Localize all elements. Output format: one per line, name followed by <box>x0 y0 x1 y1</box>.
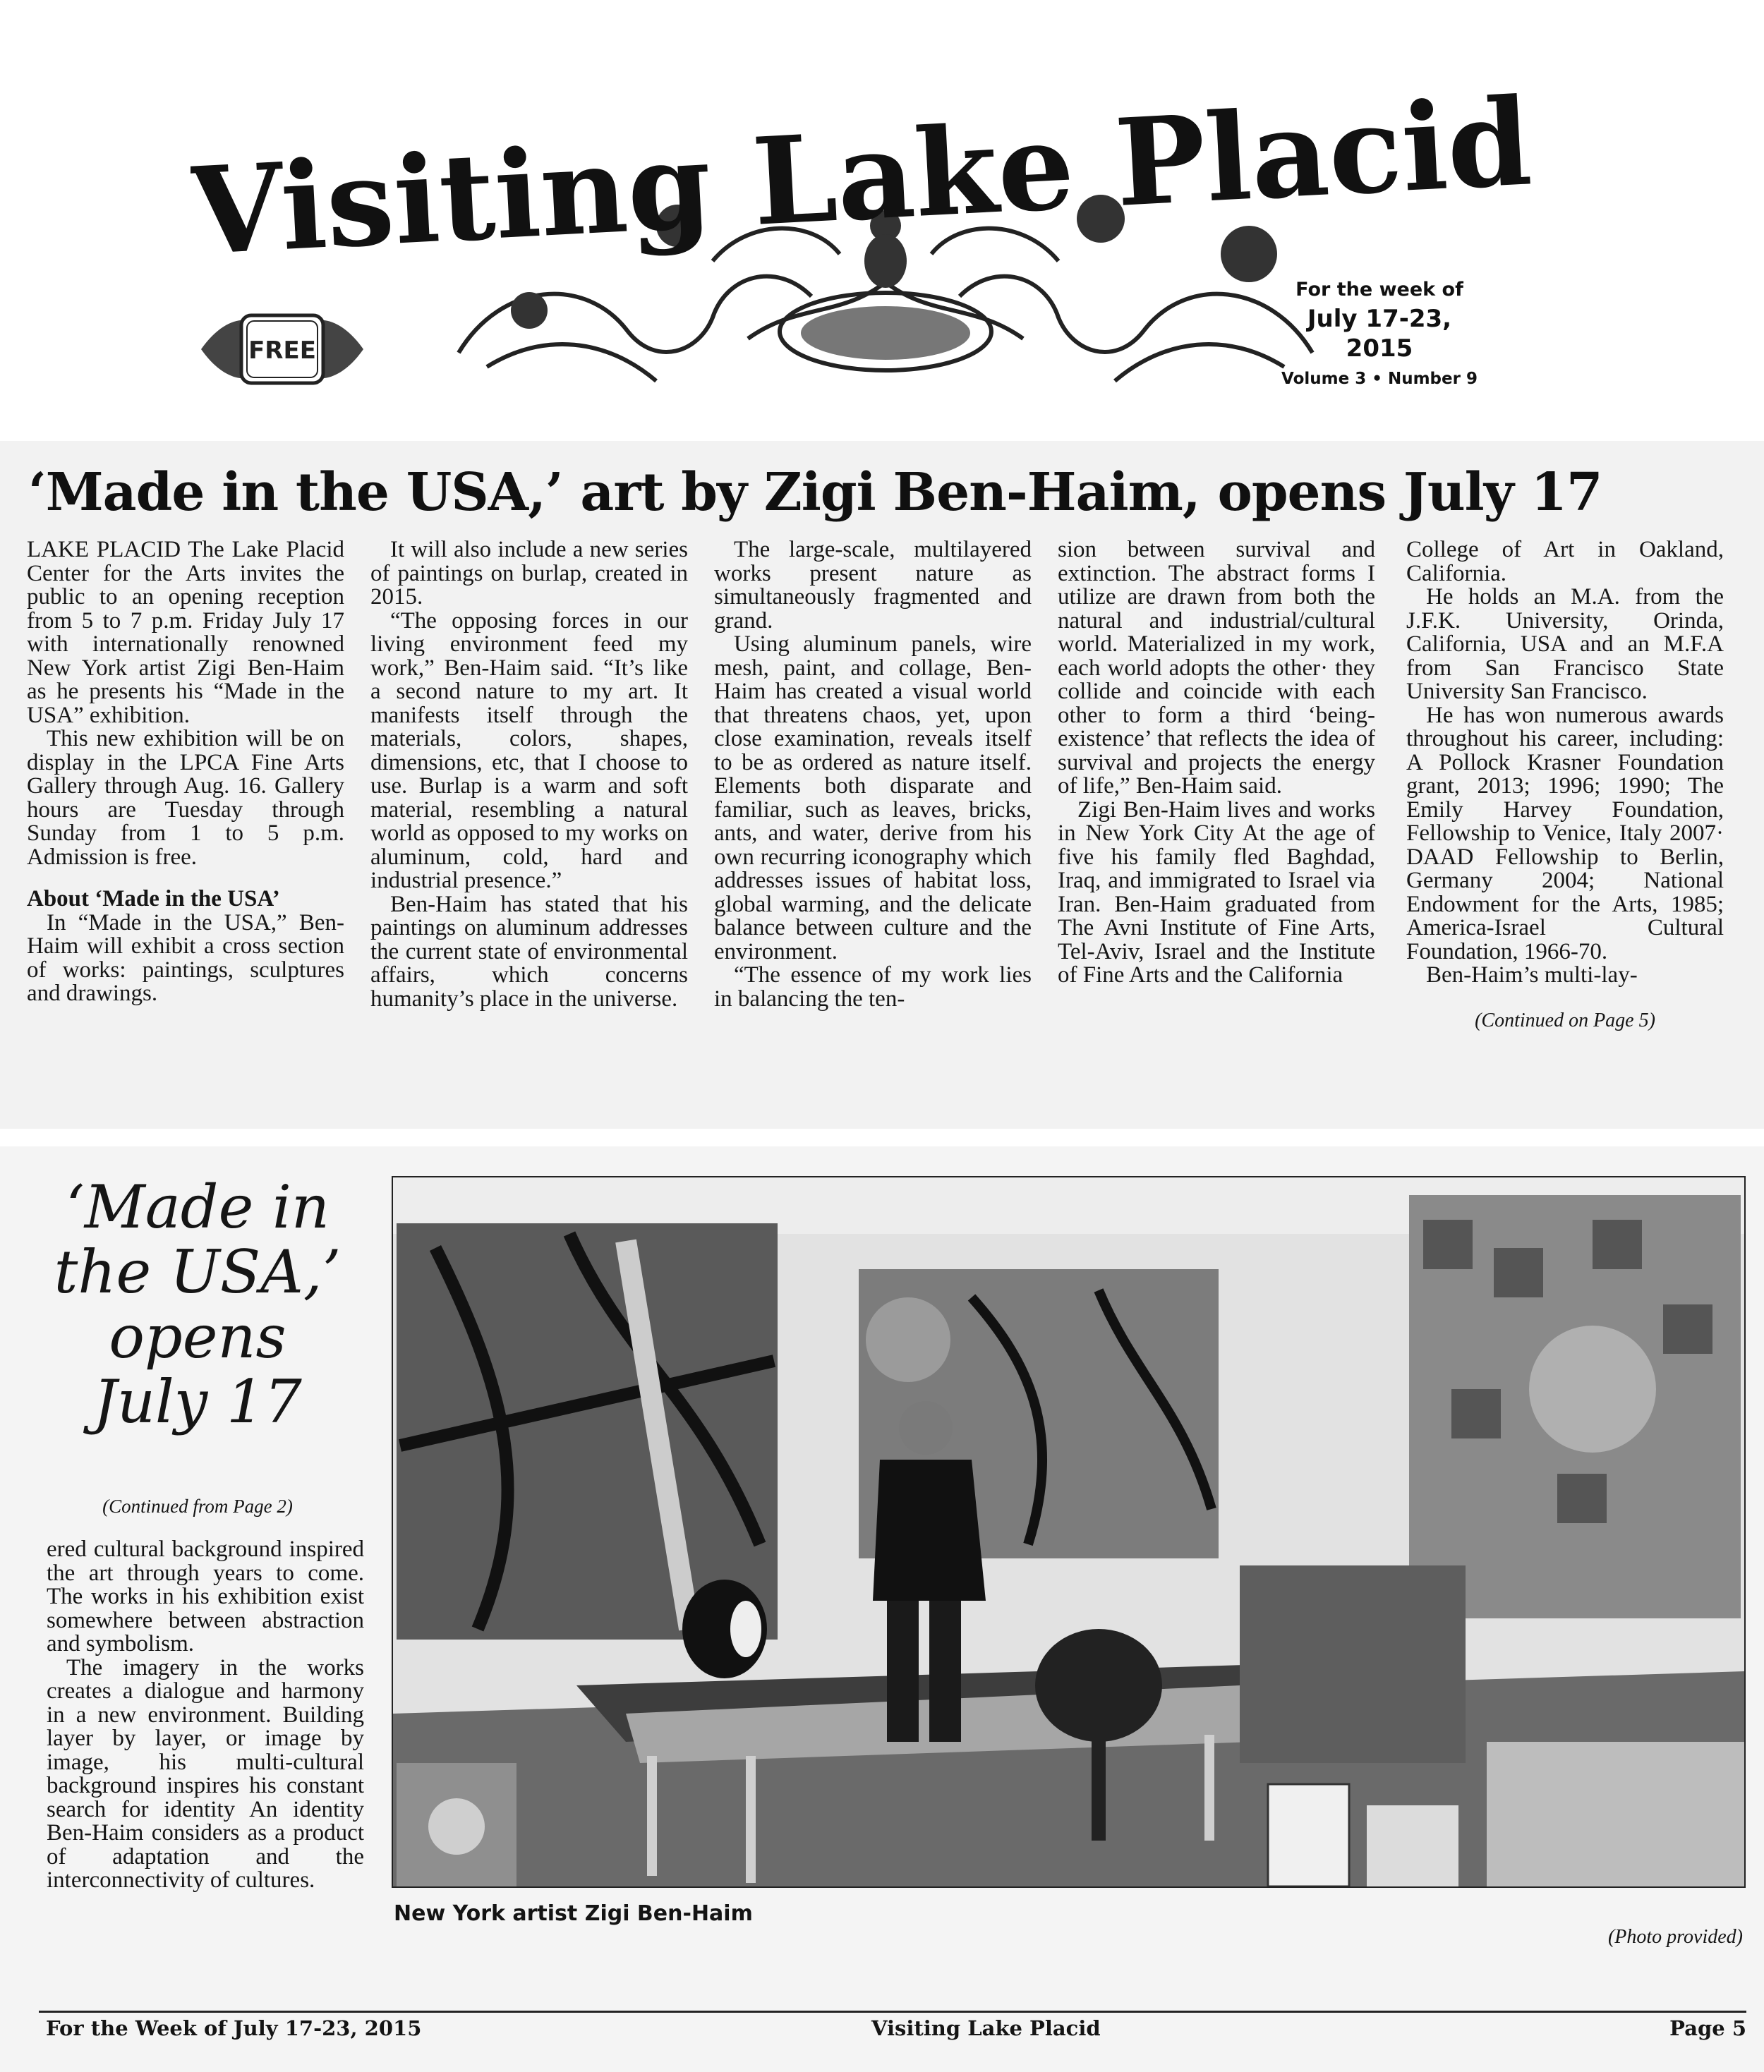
issue-info <box>1263 279 1496 388</box>
paragraph: LAKE PLACID The Lake Placid Center for the Arts invites the public to an opening reception from 5 to 7 p.m. Friday July 17 with internationally renowned New York artist Zigi Ben-Haim as he presents his “Made in the USA” exhibition. <box>27 537 344 728</box>
paragraph: Ben-Haim has stated that his paintings on aluminum addresses the current state of environmental affairs, which concerns humanity’s place in the universe. <box>370 891 688 1012</box>
article-columns <box>27 538 1738 1117</box>
paragraph: Ben-Haim’s multi-lay- <box>1426 962 1638 988</box>
paragraph: In “Made in the USA,” Ben-Haim will exhibit a cross section of works: paintings, sculptures and drawings. <box>27 909 344 1006</box>
paragraph: It will also include a new series of paintings on burlap, created in 2015. <box>370 537 688 610</box>
photo-caption: New York artist Zigi Ben-Haim <box>394 1901 753 1926</box>
sidebar-headline-line: the USA,’ <box>54 1237 342 1307</box>
article-subhead: About ‘Made in the USA’ <box>27 886 280 911</box>
masthead-title-text: Visiting Lake Placid <box>191 71 1531 282</box>
issue-dates: July 17-23, <box>1307 305 1452 333</box>
sidebar-body <box>47 1538 364 1893</box>
article-column-3 <box>714 538 1032 1011</box>
masthead-title <box>191 42 1531 282</box>
paragraph: Zigi Ben-Haim lives and works in New York City At the age of five his family fled Baghdad, Iraq, and immigrated to Israel via Iran. Ben-Haim graduated from The Avni Institute of Fine Arts, Tel-Aviv, Israel and the Institute of Fine Arts and the California <box>1058 796 1375 988</box>
paragraph: Using aluminum panels, wire mesh, paint, and collage, Ben-Haim has created a visual world that threatens chaos, yet, upon close examination, reveals itself to be as ordered as nature itself. Elements both disparate and familiar, such as leaves, bricks, ants, and water, derive from his own recurring iconography which addresses issues of habitat loss, global warming, and the delicate balance between culture and the environment. <box>714 631 1032 964</box>
article-column-1 <box>27 538 344 1006</box>
masthead <box>0 0 1764 437</box>
week-label: For the week of <box>1295 279 1463 301</box>
sidebar-headline-line: opens <box>109 1302 286 1371</box>
article-headline: ‘Made in the USA,’ art by Zigi Ben-Haim, opens July 17 <box>28 462 1602 523</box>
paragraph: This new exhibition will be on display in the LPCA Fine Arts Gallery through Aug. 16. Gallery hours are Tuesday through Sunday from 1 to 5 p.m. Admission is free. <box>27 726 344 870</box>
paragraph: College of Art in Oakland, California. <box>1406 537 1724 586</box>
sidebar-headline-line: July 17 <box>93 1367 302 1436</box>
footer-publication: Visiting Lake Placid <box>871 2016 1101 2040</box>
paragraph: “The essence of my work lies in balancing the ten- <box>714 962 1032 1012</box>
continued-from-note: (Continued from Page 2) <box>102 1496 293 1517</box>
page-footer <box>46 2016 1746 2044</box>
paragraph: The imagery in the works creates a dialogue and harmony in a new environment. Building layer by layer, or image by image, his multi-cultural background inspires his constant search for identity An identity Ben-Haim considers as a product of adaptation and the interconnectivity of cultures. <box>47 1654 364 1893</box>
article-column-4 <box>1058 538 1375 988</box>
paragraph: ered cultural background inspired the art through years to come. The works in his exhibition exist somewhere between abstraction and symbolism. <box>47 1537 364 1656</box>
article-column-2 <box>370 538 688 1011</box>
photo-credit: (Photo provided) <box>1607 1926 1743 1948</box>
sidebar-headline <box>35 1175 360 1434</box>
sidebar-headline-line: ‘Made in <box>66 1173 330 1242</box>
issue-volume: Volume 3 • Number 9 <box>1281 370 1478 388</box>
article-column-5 <box>1406 538 1724 1032</box>
free-badge-text: FREE <box>248 337 316 365</box>
page5-clipping <box>0 1146 1764 2072</box>
continued-on-note: (Continued on Page 5) <box>1475 1009 1655 1031</box>
artist-studio-photo <box>392 1176 1746 1888</box>
free-badge <box>198 300 367 399</box>
footer-page-number: Page 5 <box>1669 2016 1746 2040</box>
footer-date: For the Week of July 17-23, 2015 <box>46 2016 422 2040</box>
footer-rule <box>39 2011 1746 2013</box>
issue-year: 2015 <box>1346 334 1413 363</box>
paragraph: He has won numerous awards throughout his career, including: A Pollock Krasner Foundation grant, 2013; 1996; 1990; The Emily Harvey Foundation, Fellowship to Venice, Italy 2007· DAAD Fellowship to Berlin, Germany 2004; National Endowment for the Arts, 1985; America-Israel Cultural Foundation, 1966-70. <box>1406 702 1724 964</box>
paragraph: “The opposing forces in our living environment feed my work,” Ben-Haim said. “It’s like a second nature to my art. It manifests itself through the materials, colors, shapes, dimensions, etc, that I choose to use. Burlap is a warm and soft material, resembling a natural world as opposed to my works on aluminum, cold, hard and industrial presence.” <box>370 607 688 893</box>
paragraph: He holds an M.A. from the J.F.K. University, Orinda, California, USA and an M.F.A from San Francisco State University San Francisco. <box>1406 584 1724 704</box>
paragraph: sion between survival and extinction. The abstract forms I utilize are drawn from both the natural and industrial/cultural world. Materialized in my work, each world adopts the other· they collide and coincide with each other to form a third ‘being-existence’ that reflects the idea of survival and projects the energy of life,” Ben-Haim said. <box>1058 537 1375 799</box>
article-clipping <box>0 441 1764 1129</box>
paragraph: The large-scale, multilayered works present nature as simultaneously fragmented and grand. <box>714 537 1032 634</box>
